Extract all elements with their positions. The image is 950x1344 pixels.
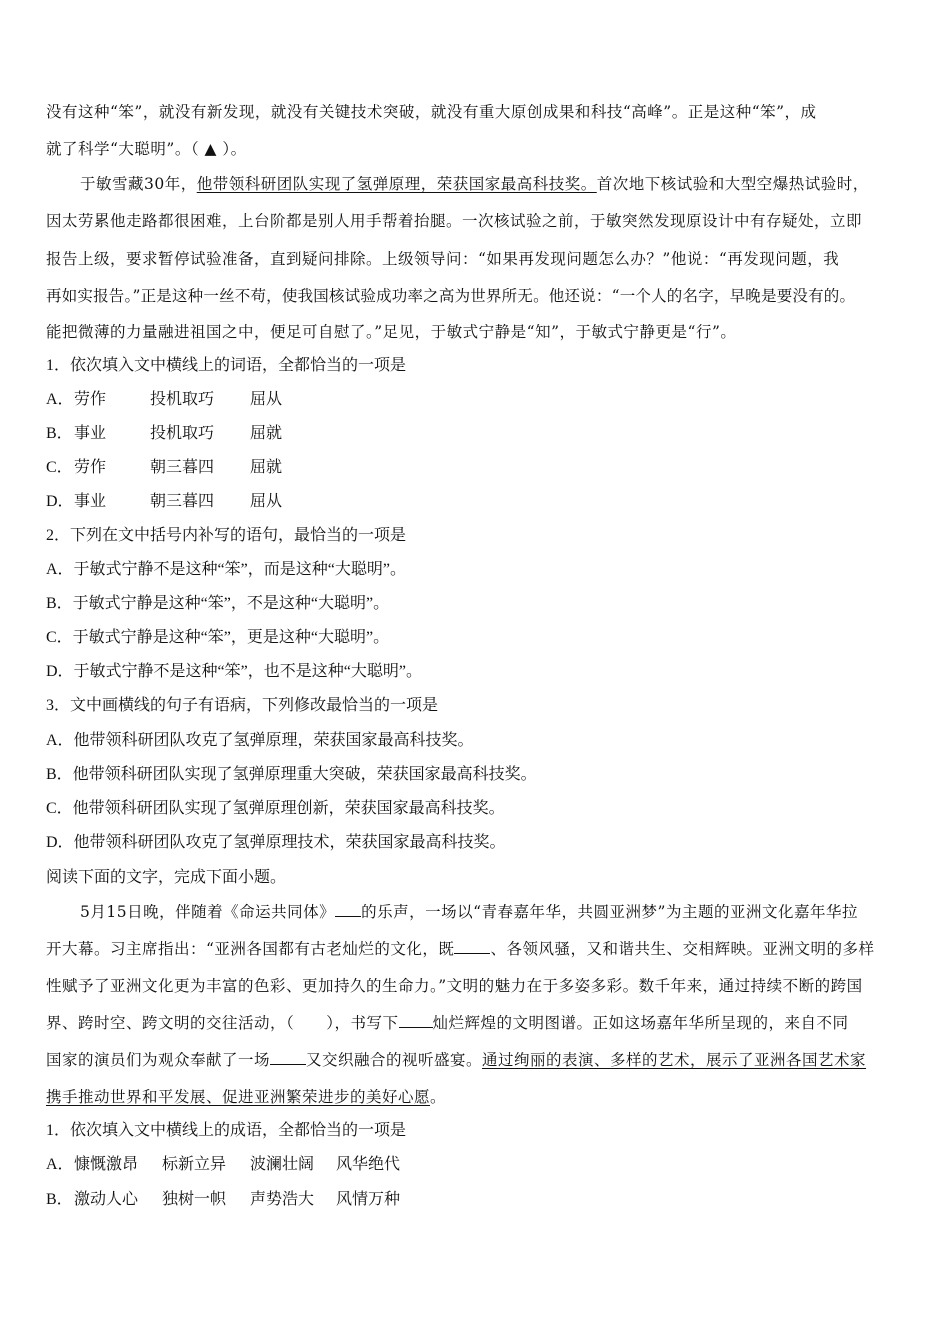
passage-text: 报告上级，要求暂停试验准备，直到疑问排除。上级领导问：“如果再发现问题怎么办？”他说：“再发现问题，我 (46, 250, 840, 268)
passage-line: 性赋予了亚洲文化更为丰富的色彩、更加持久的生命力。”文明的魅力在于多姿多彩。数千年来，通过持续不断的跨国 (46, 977, 863, 995)
passage-text: 就了科学“大聪明”。（ ▲ ）。 (46, 140, 247, 158)
passage-text: 因太劳累他走路都很困难，上台阶都是别人用手帮着抬腿。一次核试验之前，于敏突然发现原设计中有存疑处，立即 (46, 212, 863, 230)
option-row: B．事业 投机取巧 屈就 (46, 425, 283, 442)
passage-line: 5月15日晚，伴随着《命运共同体》 的乐声，一场以“青春嘉年华，共圆亚洲梦”为主题的亚洲文化嘉年华拉 (80, 903, 858, 921)
section-intro: 阅读下面的文字，完成下面小题。 (46, 869, 287, 886)
passage-line: 界、跨时空、跨文明的交往活动，（ ），书写下 灿烂辉煌的文明图谱。正如这场嘉年华所呈现的，来自不同 (46, 1014, 849, 1032)
option-row: C．于敏式宁静是这种“笨”，更是这种“大聪明”。 (46, 629, 390, 646)
option-row: A．于敏式宁静不是这种“笨”，而是这种“大聪明”。 (46, 561, 406, 578)
question-stem: 1．依次填入文中横线上的词语，全都恰当的一项是 (46, 357, 407, 374)
fill-blank (454, 939, 490, 954)
passage-line: 开大幕。习主席指出：“亚洲各国都有古老灿烂的文化，既 、各领风骚，又和谐共生、交相辉映。亚洲文明的多样 (46, 940, 875, 958)
passage-line (46, 102, 916, 122)
underlined-sentence: 携手推动世界和平发展、促进亚洲繁荣进步的美好心愿 (46, 1088, 431, 1106)
option-row: D．他带领科研团队攻克了氢弹原理技术，荣获国家最高科技奖。 (46, 834, 506, 851)
passage-text: 没有这种“笨”，就没有新发现，就没有关键技术突破，就没有重大原创成果和科技“高峰”。正是这种“笨”，成 (46, 103, 817, 121)
passage-line (46, 249, 916, 269)
passage-line (46, 286, 916, 306)
option-row: B．激动人心 独树一帜 声势浩大 风情万种 (46, 1191, 401, 1208)
passage-line (46, 139, 916, 159)
option-row: A．慷慨激昂 标新立异 波澜壮阔 风华绝代 (46, 1156, 401, 1173)
passage-line (46, 322, 916, 342)
question-stem: 1．依次填入文中横线上的成语，全都恰当的一项是 (46, 1122, 407, 1139)
option-row: A．他带领科研团队攻克了氢弹原理，荣获国家最高科技奖。 (46, 732, 474, 749)
option-row: D．事业 朝三暮四 屈从 (46, 493, 283, 510)
passage-text: 于敏雪藏30年， (80, 175, 197, 193)
passage-line: 国家的演员们为观众奉献了一场 又交织融合的视听盛宴。通过绚丽的表演、多样的艺术，展示了亚洲各国艺术家 (46, 1051, 867, 1069)
option-row: C．他带领科研团队实现了氢弹原理创新，荣获国家最高科技奖。 (46, 800, 505, 817)
passage-line: 携手推动世界和平发展、促进亚洲繁荣进步的美好心愿。 (46, 1088, 447, 1106)
fill-blank (335, 902, 361, 917)
option-row: B．他带领科研团队实现了氢弹原理重大突破，荣获国家最高科技奖。 (46, 766, 537, 783)
passage-line (46, 211, 916, 231)
passage-line (80, 174, 916, 194)
question-stem: 3．文中画横线的句子有语病，下列修改最恰当的一项是 (46, 697, 439, 714)
passage-text: 再如实报告。”正是这种一丝不苟，使我国核试验成功率之高为世界所无。他还说：“一个人的名字，早晚是要没有的。 (46, 287, 856, 305)
fill-blank (399, 1013, 433, 1028)
question-stem: 2．下列在文中括号内补写的语句，最恰当的一项是 (46, 527, 407, 544)
option-row: D．于敏式宁静不是这种“笨”，也不是这种“大聪明”。 (46, 663, 422, 680)
option-row: A．劳作 投机取巧 屈从 (46, 391, 283, 408)
option-row: B．于敏式宁静是这种“笨”，不是这种“大聪明”。 (46, 595, 390, 612)
underlined-sentence: 通过绚丽的表演、多样的艺术，展示了亚洲各国艺术家 (482, 1051, 867, 1069)
underlined-sentence: 他带领科研团队实现了氢弹原理，荣获国家最高科技奖。 (196, 175, 597, 193)
passage-text: 首次地下核试验和大型空爆热试验时， (596, 175, 869, 193)
fill-blank (270, 1050, 306, 1065)
option-row: C．劳作 朝三暮四 屈就 (46, 459, 283, 476)
passage-text: 能把微薄的力量融进祖国之中，便足可自慰了。”足见，于敏式宁静是“知”，于敏式宁静更是“行”。 (46, 323, 737, 341)
